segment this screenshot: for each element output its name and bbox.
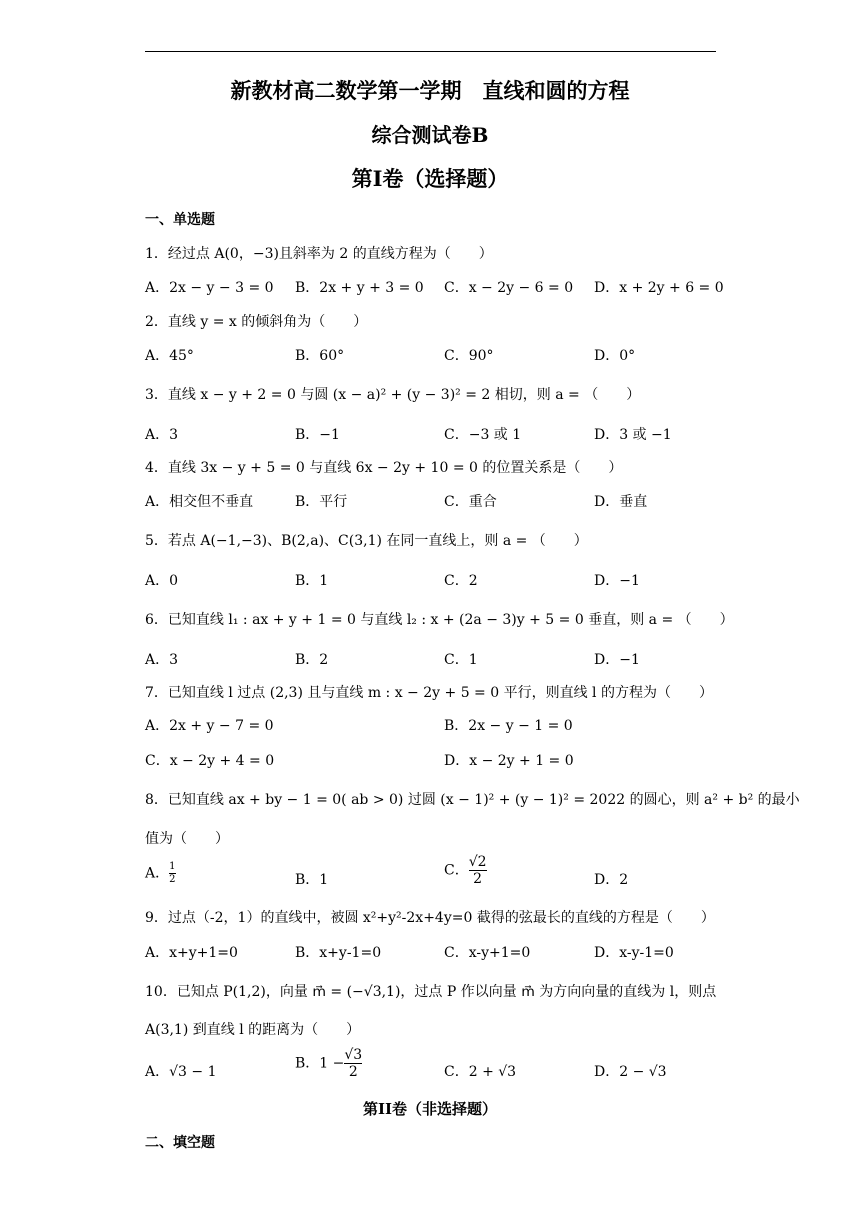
question-7-option-d: D．x − 2y + 1 = 0 bbox=[444, 753, 574, 769]
fraction-one-half bbox=[169, 862, 175, 885]
part1-title: 第Ⅰ卷（选择题） bbox=[351, 166, 509, 191]
question-8-option-c-label: C． bbox=[444, 862, 469, 879]
question-8-option-a-label: A． bbox=[145, 865, 170, 882]
question-6-option-b: B．2 bbox=[295, 652, 329, 668]
question-10-option-d: D．2 − √3 bbox=[594, 1064, 667, 1080]
question-1-option-a: A．2x − y − 3 = 0 bbox=[145, 280, 274, 296]
question-7-option-b: B．2x − y − 1 = 0 bbox=[444, 718, 573, 734]
question-9-option-b: B．x+y-1=0 bbox=[295, 945, 382, 961]
question-3-option-a: A．3 bbox=[145, 427, 179, 443]
question-10-option-c: C．2 + √3 bbox=[444, 1064, 517, 1080]
part2-title: 第II卷（非选择题） bbox=[362, 1100, 498, 1118]
fraction-sqrt3-over-2 bbox=[344, 1048, 362, 1079]
question-6-option-a: A．3 bbox=[145, 652, 179, 668]
question-9-option-d: D．x-y-1=0 bbox=[594, 945, 674, 961]
question-9-option-a: A．x+y+1=0 bbox=[145, 945, 238, 961]
question-8-option-c bbox=[444, 855, 487, 886]
question-9-option-c: C．x-y+1=0 bbox=[444, 945, 531, 961]
question-5-option-a: A．0 bbox=[145, 573, 179, 589]
question-1-option-d: D．x + 2y + 6 = 0 bbox=[594, 280, 724, 296]
question-10-stem: 10．已知点 P(1,2)，向量 m⃗ = (−√3,1)，过点 P 作以向量 m⃗ 为方向向量的直线为 l，则点 bbox=[145, 984, 717, 1000]
question-1-stem: 1．经过点 A(0，−3)且斜率为 2 的直线方程为（ ） bbox=[145, 246, 493, 262]
question-10-option-a: A．√3 − 1 bbox=[145, 1064, 217, 1080]
question-4-option-a: A．相交但不垂直 bbox=[145, 494, 254, 510]
question-7-option-c: C．x − 2y + 4 = 0 bbox=[145, 753, 275, 769]
fraction-denominator: 2 bbox=[348, 1064, 358, 1080]
header-rule bbox=[145, 51, 716, 52]
question-7-stem: 7．已知直线 l 过点 (2,3) 且与直线 m : x − 2y + 5 = 0 平行，则直线 l 的方程为（ ） bbox=[145, 685, 713, 701]
fraction-denominator: 2 bbox=[473, 871, 483, 887]
question-9-stem: 9．过点（-2，1）的直线中，被圆 x²+y²-2x+4y=0 截得的弦最长的直线的方程是（ ） bbox=[145, 910, 715, 926]
question-8-option-b: B．1 bbox=[295, 872, 329, 888]
page-title: 新教材高二数学第一学期 直线和圆的方程 bbox=[230, 78, 630, 103]
question-3-option-c: C．−3 或 1 bbox=[444, 427, 522, 443]
fraction-sqrt2-over-2 bbox=[469, 855, 487, 886]
question-5-option-b: B．1 bbox=[295, 573, 329, 589]
question-10-option-b-label: B．1 − bbox=[295, 1055, 345, 1072]
question-2-option-c: C．90° bbox=[444, 348, 494, 364]
question-8-option-d: D．2 bbox=[594, 872, 629, 888]
question-4-option-d: D．垂直 bbox=[594, 494, 648, 510]
question-6-option-c: C．1 bbox=[444, 652, 478, 668]
fraction-numerator: √3 bbox=[344, 1047, 363, 1063]
question-10-stem-continued: A(3,1) 到直线 l 的距离为（ ） bbox=[145, 1022, 361, 1038]
section-heading-fill-in: 二、填空题 bbox=[145, 1135, 215, 1151]
question-1-option-c: C．x − 2y − 6 = 0 bbox=[444, 280, 574, 296]
question-8-stem-continued: 值为（ ） bbox=[145, 831, 229, 847]
question-3-option-d: D．3 或 −1 bbox=[594, 427, 672, 443]
page-subtitle: 综合测试卷B bbox=[371, 123, 489, 147]
question-4-option-c: C．重合 bbox=[444, 494, 497, 510]
fraction-numerator: √2 bbox=[468, 854, 487, 870]
question-2-stem: 2．直线 y = x 的倾斜角为（ ） bbox=[145, 314, 368, 330]
question-3-option-b: B．−1 bbox=[295, 427, 340, 443]
question-2-option-d: D．0° bbox=[594, 348, 636, 364]
question-5-option-d: D．−1 bbox=[594, 573, 640, 589]
question-8-stem: 8．已知直线 ax + by − 1 = 0( ab > 0) 过圆 (x − 1)² + (y − 1)² = 2022 的圆心，则 a² + b² 的最小 bbox=[145, 792, 800, 808]
question-2-option-b: B．60° bbox=[295, 348, 345, 364]
fraction-denominator: 2 bbox=[169, 874, 176, 885]
question-1-option-b: B．2x + y + 3 = 0 bbox=[295, 280, 424, 296]
question-8-option-a bbox=[145, 862, 176, 885]
question-6-option-d: D．−1 bbox=[594, 652, 640, 668]
question-5-stem: 5．若点 A(−1,−3)、B(2,a)、C(3,1) 在同一直线上，则 a = （ ） bbox=[145, 533, 588, 549]
question-2-option-a: A．45° bbox=[145, 348, 194, 364]
question-5-option-c: C．2 bbox=[444, 573, 478, 589]
question-7-option-a: A．2x + y − 7 = 0 bbox=[145, 718, 274, 734]
question-4-stem: 4．直线 3x − y + 5 = 0 与直线 6x − 2y + 10 = 0 的位置关系是（ ） bbox=[145, 460, 623, 476]
question-3-stem: 3．直线 x − y + 2 = 0 与圆 (x − a)² + (y − 3)² = 2 相切，则 a = （ ） bbox=[145, 387, 641, 403]
question-4-option-b: B．平行 bbox=[295, 494, 348, 510]
question-6-stem: 6．已知直线 l₁ : ax + y + 1 = 0 与直线 l₂ : x + (2a − 3)y + 5 = 0 垂直，则 a = （ ） bbox=[145, 612, 734, 628]
section-heading-single-choice: 一、单选题 bbox=[145, 212, 215, 228]
question-10-option-b bbox=[295, 1048, 362, 1079]
fraction-numerator: 1 bbox=[169, 861, 176, 872]
